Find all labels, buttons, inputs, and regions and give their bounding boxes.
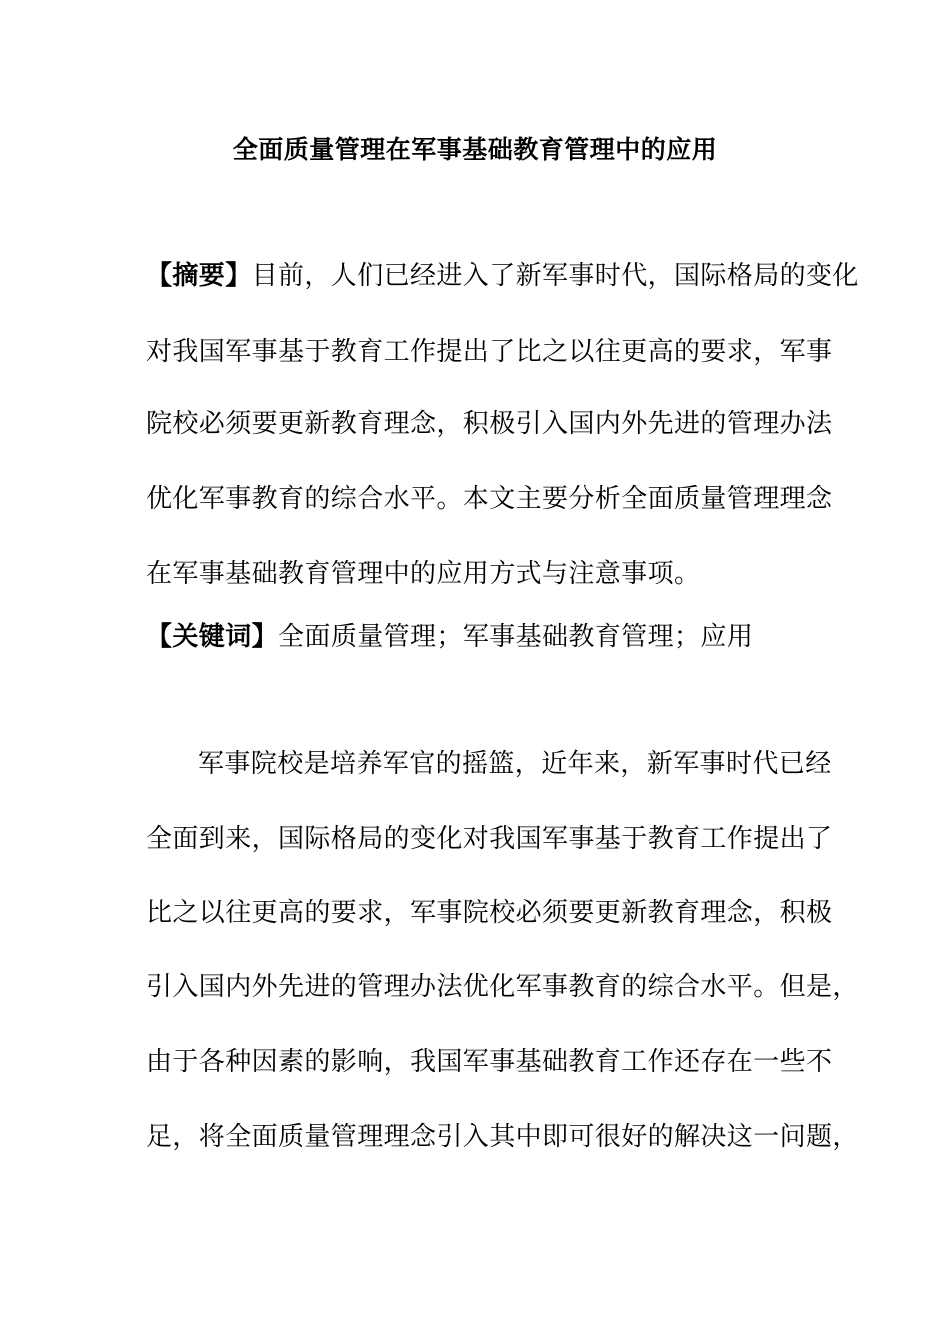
keywords-text: 全面质量管理；军事基础教育管理；应用	[278, 622, 754, 652]
abstract-line-4: 优化军事教育的综合水平。本文主要分析全面质量管理理念	[146, 484, 833, 514]
keywords-line	[146, 619, 826, 655]
body-line-5: 由于各种因素的影响，我国军事基础教育工作还存在一些不	[146, 1047, 833, 1077]
abstract-line-2: 对我国军事基于教育工作提出了比之以往更高的要求，军事	[146, 337, 833, 367]
body-line-2: 全面到来，国际格局的变化对我国军事基于教育工作提出了	[146, 824, 833, 854]
abstract-line-5: 在军事基础教育管理中的应用方式与注意事项。	[146, 559, 701, 589]
body-line-1: 军事院校是培养军官的摇篮，近年来，新军事时代已经	[198, 749, 832, 779]
keywords-label: 【关键词】	[146, 622, 279, 652]
abstract-line-1	[146, 258, 859, 294]
document-title: 全面质量管理在军事基础教育管理中的应用	[232, 135, 718, 164]
body-line-4: 引入国内外先进的管理办法优化军事教育的综合水平。但是，	[146, 972, 859, 1002]
body-line-3: 比之以往更高的要求，军事院校必须要更新教育理念，积极	[146, 898, 833, 928]
abstract-line-3: 院校必须要更新教育理念，积极引入国内外先进的管理办法	[146, 409, 833, 439]
abstract-label: 【摘要】	[146, 261, 252, 291]
body-line-6: 足，将全面质量管理理念引入其中即可很好的解决这一问题，	[146, 1122, 859, 1152]
abstract-text: 目前，人们已经进入了新军事时代，国际格局的变化	[251, 261, 859, 291]
